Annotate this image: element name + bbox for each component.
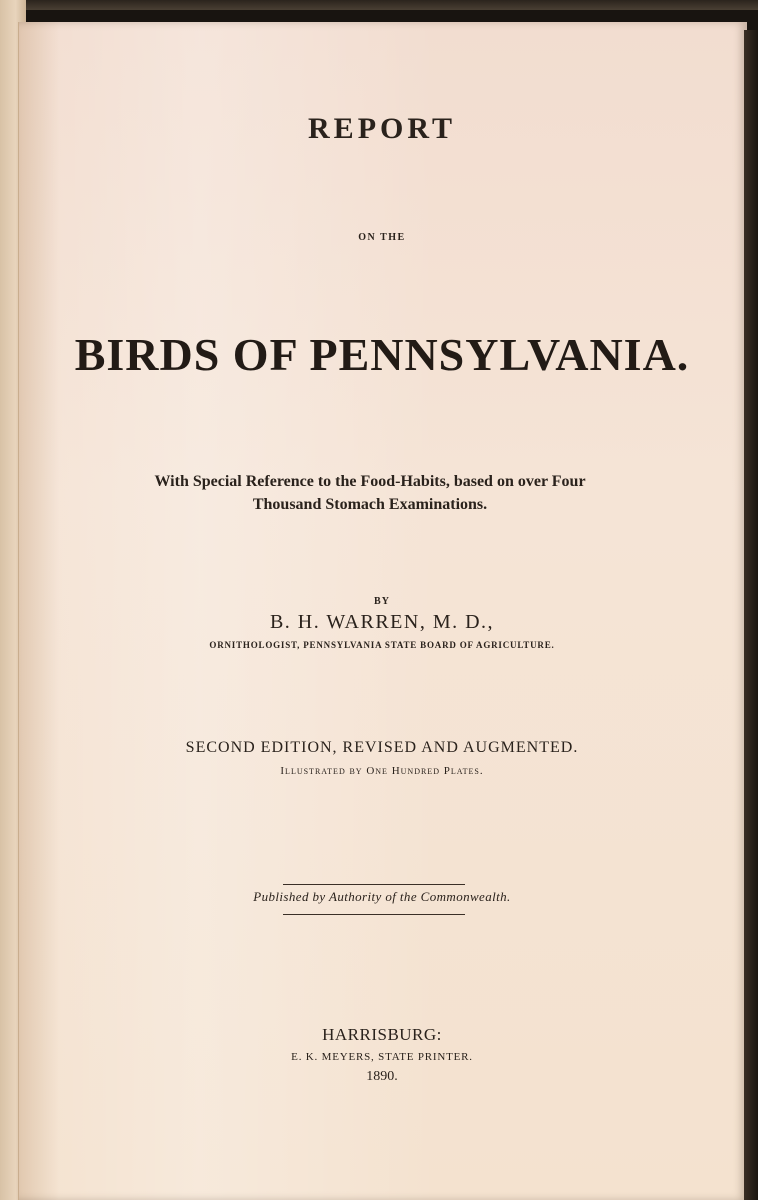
edition-statement: SECOND EDITION, REVISED AND AUGMENTED. (185, 739, 579, 756)
report-heading: REPORT (308, 112, 456, 145)
authority-statement: Published by Authority of the Commonwealth. (253, 889, 511, 904)
illustration-note: Illustrated by One Hundred Plates. (280, 765, 484, 777)
subtitle-line-1: With Special Reference to the Food-Habits, based on over Four (154, 473, 586, 490)
divider-rule-bottom (283, 914, 465, 915)
on-the-label: ON THE (358, 232, 406, 243)
top-shadow (0, 0, 758, 10)
page-right-edge (744, 30, 758, 1200)
subtitle (110, 470, 630, 516)
book-title: BIRDS OF PENNSYLVANIA. (74, 329, 690, 380)
author-name: B. H. WARREN, M. D., (269, 611, 495, 633)
subtitle-line-2: Thousand Stomach Examinations. (252, 496, 488, 513)
by-label: BY (374, 596, 390, 607)
author-role: ORNITHOLOGIST, PENNSYLVANIA STATE BOARD OF AGRICULTURE. (209, 640, 555, 650)
divider-rule-top (283, 884, 465, 885)
imprint-printer: E. K. MEYERS, STATE PRINTER. (291, 1051, 473, 1063)
imprint-year: 1890. (366, 1069, 398, 1084)
imprint-city: HARRISBURG: (322, 1025, 442, 1044)
